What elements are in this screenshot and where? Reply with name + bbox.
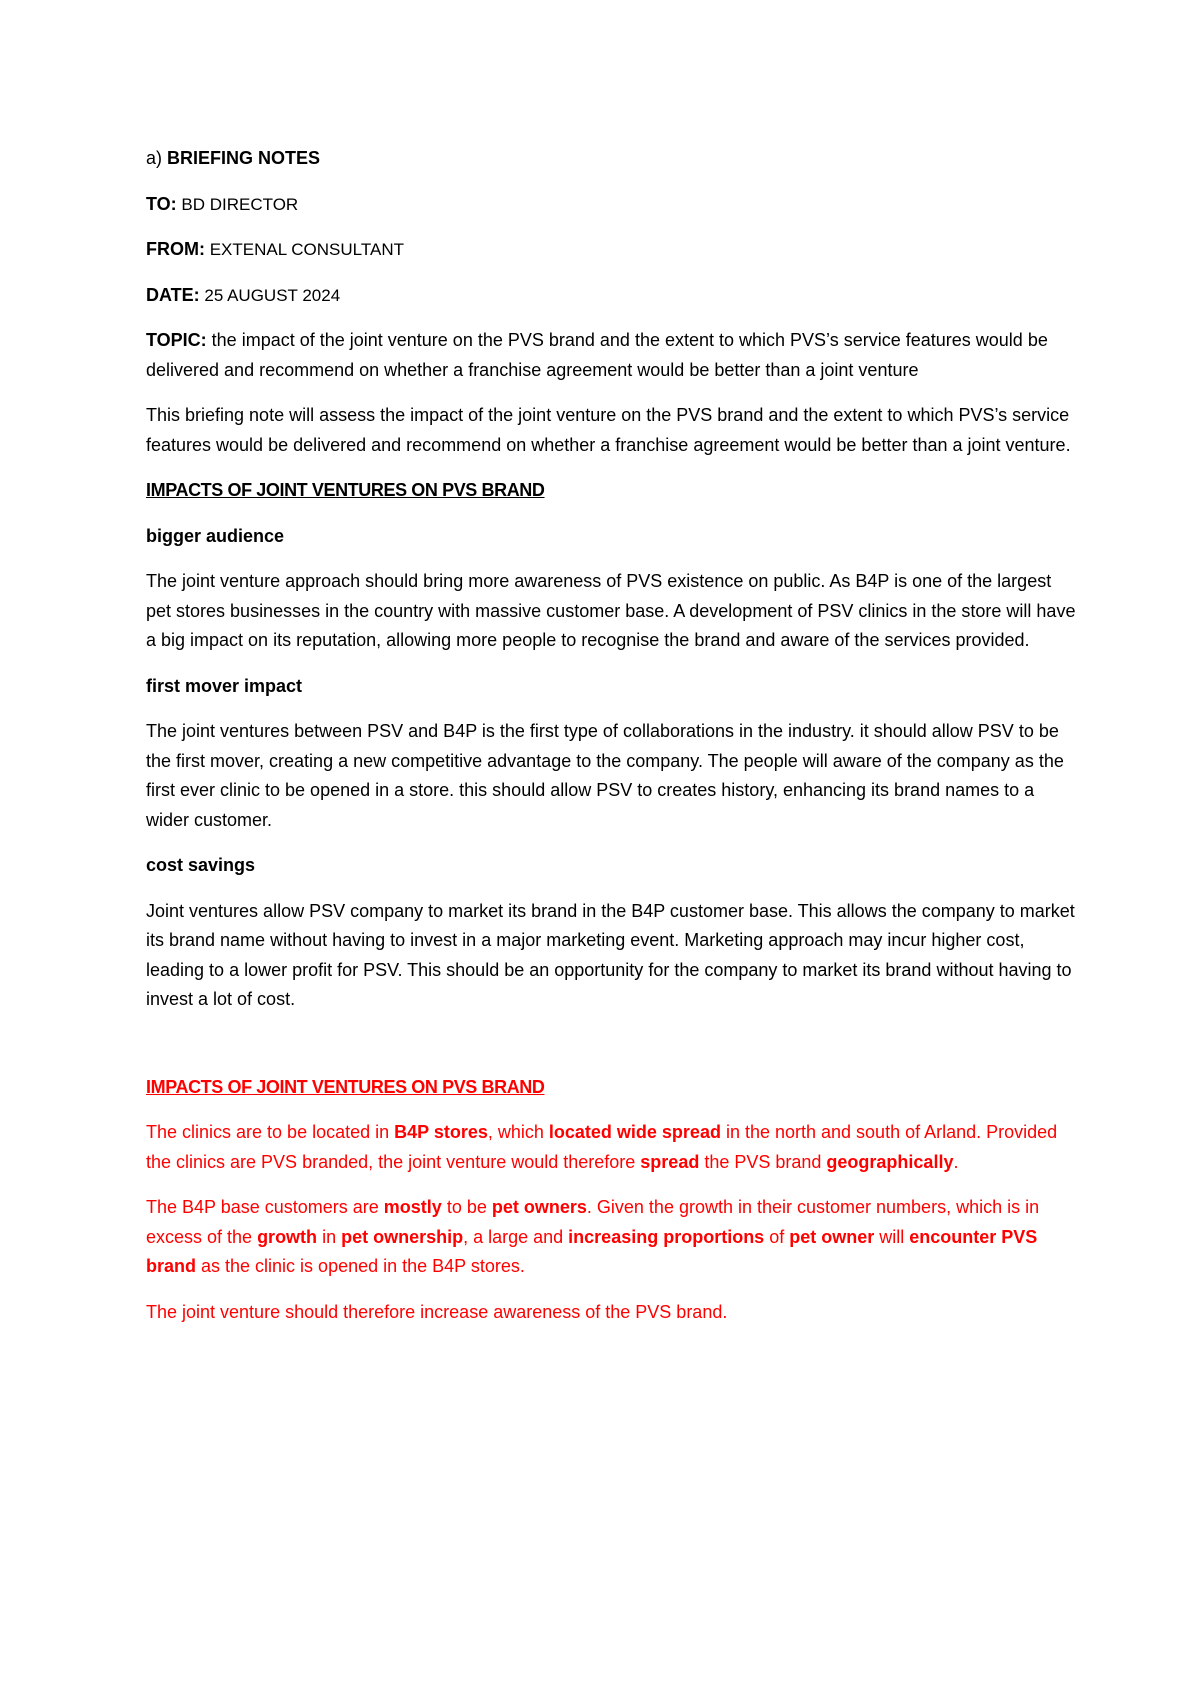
from-label: FROM:: [146, 239, 205, 259]
s2p2-text-2: to be: [441, 1197, 492, 1217]
s2p2-bold-7: encounter PVS brand: [146, 1226, 1038, 1276]
briefing-title: BRIEFING NOTES: [167, 148, 321, 168]
s2p2-bold-5: increasing proportions: [568, 1226, 765, 1247]
topic-label: TOPIC:: [146, 330, 207, 350]
s2p2-text-7: will: [874, 1226, 910, 1247]
intro-paragraph: This briefing note will assess the impact of the joint venture on the PVS brand and the extent to which PVS’s service features would be delivered and recommend on whether a franchise agreement would be better than a joint venture.: [146, 405, 1071, 455]
s2p1-text-3: in the north and south of Arland. Provided the clinics are PVS branded, the joint venture would therefore: [146, 1122, 1058, 1172]
s2p2-text-8: as the clinic is opened in the B4P stores.: [196, 1256, 525, 1276]
bigger-audience-text: The joint venture approach should bring more awareness of PVS existence on public. As B4P is one of the largest pet stores businesses in the country with massive customer base. A development of PSV clinics in the store will have a big impact on its reputation, allowing more people to recognise the brand and aware of the services provided.: [146, 571, 1076, 650]
s2p1-bold-3: spread: [640, 1151, 700, 1172]
topic-paragraph: [146, 326, 1076, 385]
from-value: EXTENAL CONSULTANT: [204, 240, 404, 259]
s2p2-bold-2: pet owners: [491, 1197, 587, 1217]
date-value: 25 AUGUST 2024: [199, 285, 341, 305]
title-prefix: a): [146, 148, 168, 168]
cost-savings-heading: cost savings: [146, 855, 256, 875]
spacer: [146, 1031, 1076, 1073]
s2p2-text-1: The B4P base customers are: [146, 1197, 384, 1217]
s2p1-text-5: .: [953, 1151, 959, 1172]
document-page: [146, 144, 1076, 1343]
s2p1-bold-1: B4P stores: [394, 1122, 488, 1142]
to-label: TO:: [146, 193, 177, 214]
s2p1-text-2: , which: [487, 1122, 549, 1142]
first-mover-text: The joint ventures between PSV and B4P is the first type of collaborations in the industry. it should allow PSV to be the first mover, creating a new competitive advantage to the company. The people will aware of the company as the first ever clinic to be opened in a store. this should allow PSV to creates history, enhancing its brand names to a wider customer.: [146, 721, 1064, 830]
s2p1-bold-4: geographically: [826, 1151, 954, 1172]
topic-value: the impact of the joint venture on the PVS brand and the extent to which PVS’s service features would be delivered and recommend on whether a franchise agreement would be better than a joint venture: [146, 330, 1048, 380]
s2p1-text-4: the PVS brand: [699, 1151, 827, 1172]
s2p2-bold-1: mostly: [383, 1197, 442, 1217]
s2p2-bold-6: pet owner: [789, 1226, 875, 1247]
s2p1-bold-2: located wide spread: [548, 1122, 721, 1142]
section2-heading: IMPACTS OF JOINT VENTURES ON PVS BRAND: [146, 1076, 545, 1097]
from-line: [146, 235, 1076, 265]
first-mover-heading: first mover impact: [146, 675, 303, 696]
section1-heading: IMPACTS OF JOINT VENTURES ON PVS BRAND: [146, 480, 545, 500]
s2p2-bold-4: pet ownership: [341, 1226, 464, 1247]
s2p2-bold-3: growth: [257, 1226, 318, 1247]
section2-paragraph-1: [146, 1118, 1076, 1177]
cost-savings-text: Joint ventures allow PSV company to market its brand in the B4P customer base. This allows the company to market its brand name without having to invest in a major marketing event. Marketing approach may incur higher cost, leading to a lower profit for PSV. This should be an opportunity for the company to market its brand without having to invest a lot of cost.: [146, 900, 1075, 1009]
s2p2-text-3: . Given the growth in their customer numbers, which is in excess of the: [146, 1197, 1040, 1247]
s2p2-text-5: , a large and: [463, 1226, 569, 1247]
section2-paragraph-3: The joint venture should therefore increase awareness of the PVS brand.: [146, 1301, 728, 1322]
s2p1-text-1: The clinics are to be located in: [146, 1122, 395, 1142]
to-value: BD DIRECTOR: [176, 194, 299, 214]
bigger-audience-heading: bigger audience: [146, 525, 285, 546]
date-line: [146, 281, 1076, 311]
section2-paragraph-2: [146, 1193, 1076, 1282]
to-line: [146, 190, 1076, 220]
date-label: DATE:: [146, 284, 200, 305]
s2p2-text-4: in: [317, 1226, 342, 1247]
s2p2-text-6: of: [764, 1226, 790, 1247]
briefing-title-line: [146, 144, 1076, 174]
